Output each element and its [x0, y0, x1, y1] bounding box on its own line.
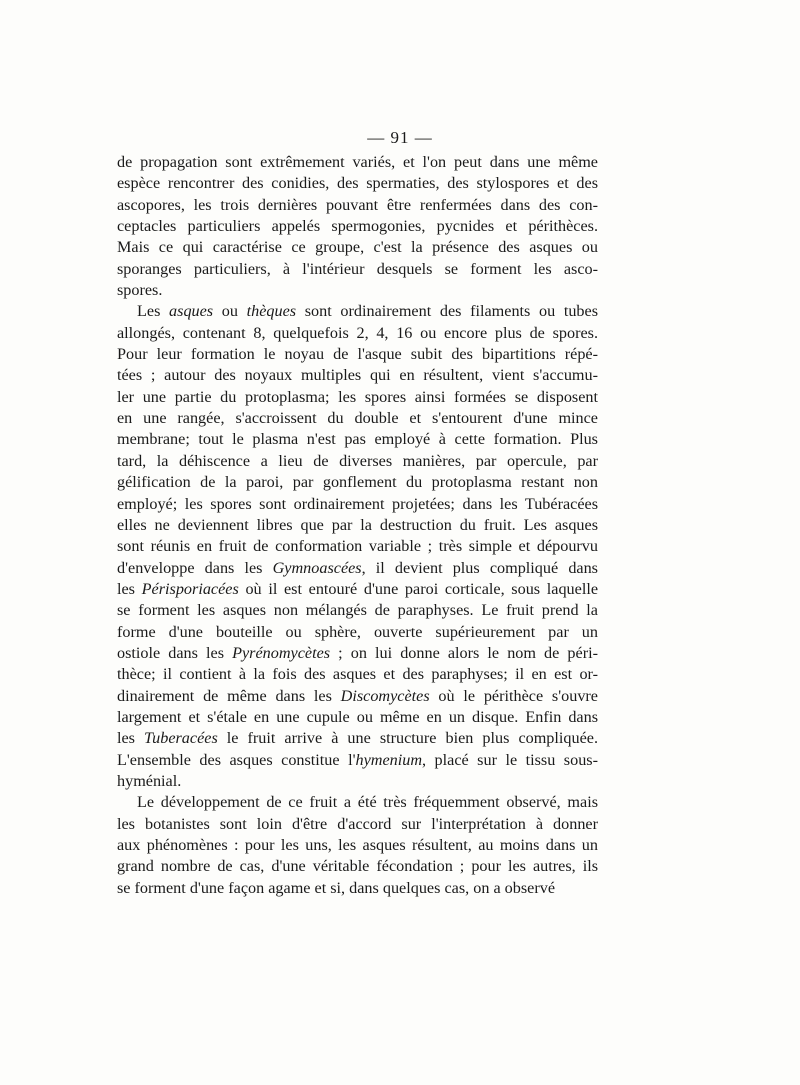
text-line: elles ne deviennent libres que par la destruction du fruit. Les asques — [117, 515, 598, 534]
text-line: allongés, contenant 8, quelquefois 2, 4, 16 ou encore plus de spores. — [117, 323, 598, 342]
italic-term: Discomycètes — [340, 686, 430, 705]
paragraph — [117, 792, 598, 899]
text-line: les botanistes sont loin d'être d'accord sur l'interprétation à donner — [117, 814, 598, 833]
text-line: Mais ce qui caractérise ce groupe, c'est la présence des asques ou — [117, 238, 598, 257]
text-line: ler une partie du protoplasma; les spores ainsi formées se disposent — [117, 387, 598, 406]
text-line: espèce rencontrer des conidies, des spermaties, des stylospores et des — [117, 174, 598, 193]
text-line: ceptacles particuliers appelés spermogonies, pycnides et périthèces. — [117, 217, 598, 236]
text-run: sont ordinairement des filaments ou tubes — [296, 302, 598, 321]
text-line: se forment d'une façon agame et si, dans quelques cas, on a observé — [117, 878, 556, 897]
text-line: en une rangée, s'accroissent du double et s'entourent d'une mince — [117, 409, 598, 428]
text-line: spores. — [117, 281, 163, 300]
text-run: les — [117, 579, 142, 598]
text-run: ou — [213, 302, 247, 321]
text-run: , il devient plus compliqué dans — [361, 558, 598, 577]
italic-term: hymenium — [355, 750, 423, 769]
text-line: sporanges particuliers, à l'intérieur desquels se forment les asco- — [117, 259, 598, 278]
italic-term: Pyrénomycètes — [232, 643, 331, 662]
text-line: gélification de la paroi, par gonflement du protoplasma restant non — [117, 473, 598, 492]
text-run: les — [117, 729, 145, 748]
text-run: Les — [137, 302, 170, 321]
italic-term: Périsporiacées — [141, 579, 239, 598]
text-line: forme d'une bouteille ou sphère, ouverte supérieurement par un — [117, 622, 598, 641]
text-line: membrane; tout le plasma n'est pas employé à cette formation. Plus — [117, 430, 598, 449]
text-run: d'enveloppe dans les — [117, 558, 273, 577]
italic-term: thèques — [246, 302, 297, 321]
text-line: grand nombre de cas, d'une véritable fécondation ; pour les autres, ils — [117, 857, 598, 876]
italic-term: Gymnoascées — [272, 558, 362, 577]
text-line: ascopores, les trois dernières pouvant être renfermées dans des con- — [117, 195, 598, 214]
text-line — [117, 643, 598, 664]
text-line: de propagation sont extrêmement variés, et l'on peut dans une même — [117, 153, 598, 171]
text-run: dinairement de même dans les — [117, 686, 341, 705]
text-line — [117, 686, 598, 707]
paragraph — [117, 152, 598, 301]
text-line: tées ; autour des noyaux multiples qui en résultent, vient s'accumu- — [117, 366, 598, 385]
text-line — [117, 301, 598, 322]
text-line: Le développement de ce fruit a été très fréquemment observé, mais — [137, 793, 598, 812]
italic-term: Tuberacées — [144, 729, 218, 748]
text-line: sont réunis en fruit de conformation variable ; très simple et dépourvu — [117, 537, 598, 556]
body-text — [117, 152, 598, 899]
text-line — [117, 579, 598, 600]
text-line — [117, 750, 598, 771]
text-line: thèce; il contient à la fois des asques et des paraphyses; il en est or- — [117, 665, 598, 684]
text-line: se forment les asques non mélangés de paraphyses. Le fruit prend la — [117, 601, 598, 620]
text-run: ostiole dans les — [117, 643, 233, 662]
text-run: L'ensemble des asques constitue l' — [117, 750, 356, 769]
text-run: le fruit arrive à une structure bien plus compliquée. — [217, 729, 598, 748]
italic-term: asques — [169, 302, 214, 321]
text-line: largement et s'étale en une cupule ou même en un disque. Enfin dans — [117, 707, 598, 726]
text-run: ; on lui donne alors le nom de péri- — [330, 643, 598, 662]
paragraph — [117, 301, 598, 792]
text-run: , placé sur le tissu sous- — [422, 750, 598, 769]
page-number: — 91 — — [367, 128, 433, 147]
text-line — [117, 558, 598, 579]
text-line: aux phénomènes : pour les uns, les asques résultent, au moins dans un — [117, 836, 598, 854]
text-run: où le périthèce s'ouvre — [429, 686, 598, 705]
text-line: hyménial. — [117, 771, 182, 790]
text-line: tard, la déhiscence a lieu de diverses manières, par opercule, par — [117, 451, 598, 470]
text-line — [117, 728, 598, 749]
text-run: où il est entouré d'une paroi corticale, sous laquelle — [238, 579, 598, 598]
text-line: Pour leur formation le noyau de l'asque subit des bipartitions répé- — [117, 345, 598, 364]
text-line: employé; les spores sont ordinairement projetées; dans les Tubéracées — [117, 494, 598, 513]
